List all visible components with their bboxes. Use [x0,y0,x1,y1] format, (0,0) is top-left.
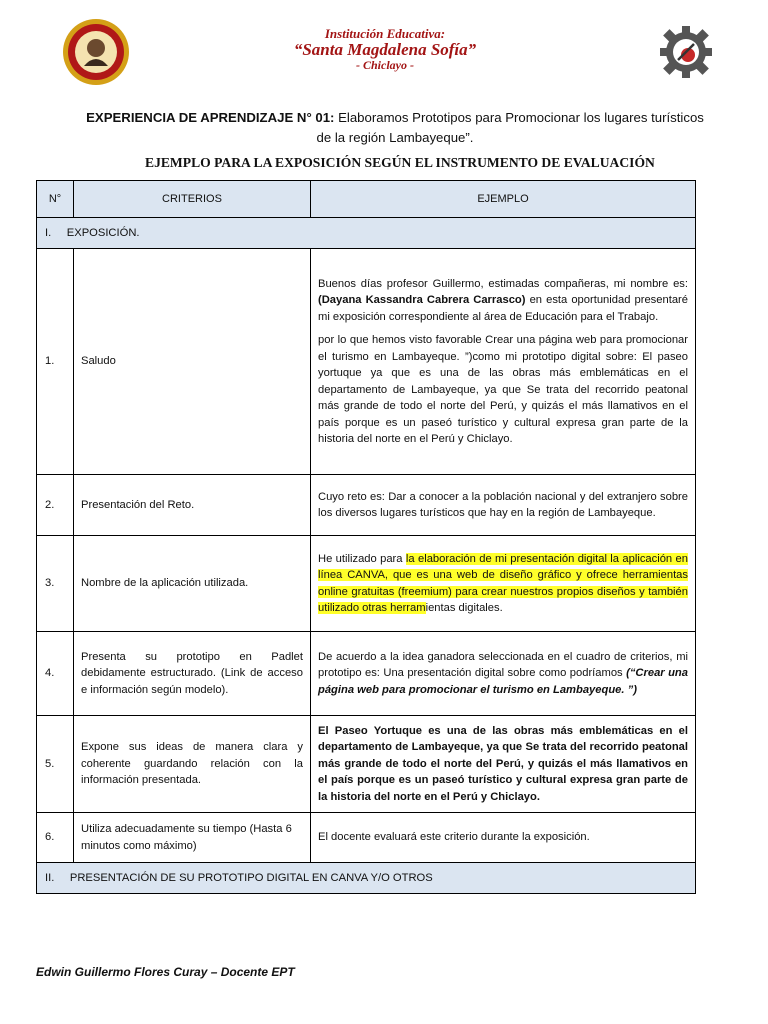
header-criterios: CRITERIOS [74,181,311,218]
section-number: II. [45,871,55,884]
evaluation-table [36,180,696,894]
section-row [37,863,696,894]
ejemplo-text: en esta oportunidad presentaré mi exposición correspondiente al área de Educación para el Trabajo. [318,294,688,323]
ejemplo-text: De acuerdo a la idea ganadora seleccionada en el cuadro de criterios, mi prototipo es: Una presentación digital sobre como podríamos [318,650,688,680]
row-number: 2. [37,475,74,536]
student-name: (Dayana Kassandra Cabrera Carrasco) [318,294,526,306]
gear-tools-icon [658,24,714,80]
row-number: 3. [37,536,74,632]
row-ejemplo [311,632,696,716]
row-ejemplo: El Paseo Yortuque es una de las obras más emblemáticas en el departamento de Lambayeque, ya que Se trata del recorrido peatonal más grande de todo el norte del Perú, y quizás el más llamativos en el país porque es un paseó turístico y cultural expresa gran parte de la historia del norte en el Perú y Chiclayo. [311,716,696,813]
ejemplo-text: He utilizado para [318,552,406,565]
experience-title: Elaboramos Prototipos para Promocionar los lugares turísticos de la región Lambayeque”. [316,110,704,145]
table-row [37,813,696,863]
header-number: N° [37,181,74,218]
section-number: I. [45,226,52,239]
header-ejemplo: EJEMPLO [311,181,696,218]
table-row [37,632,696,716]
school-crest-icon [62,18,130,86]
row-criterio: Nombre de la aplicación utilizada. [74,536,311,632]
row-ejemplo [311,249,696,475]
author-footer: Edwin Guillermo Flores Curay – Docente EPT [36,965,295,979]
section-label: EXPOSICIÓN. [66,226,140,239]
highlighted-text: la elaboración de mi presentación digital la aplicación en línea CANVA, que es una web de diseño gráfico y ofrece herramientas online gratuitas (freemium) para crear nuestros propios diseños y también utilizado otras herram [318,552,688,614]
row-number: 1. [37,249,74,475]
table-header-row [37,181,696,218]
experience-heading [80,108,710,148]
row-number: 4. [37,632,74,716]
table-row [37,716,696,813]
table-row [37,536,696,632]
row-ejemplo: Cuyo reto es: Dar a conocer a la población nacional y del extranjero sobre los diversos lugares turísticos que hay en la región de Lambayeque. [311,475,696,536]
row-ejemplo [311,536,696,632]
table-row [37,249,696,475]
section-label: PRESENTACIÓN DE SU PROTOTIPO DIGITAL EN CANVA Y/O OTROS [69,871,433,884]
ejemplo-text: Buenos días profesor Guillermo, estimadas compañeras, mi nombre es: [318,277,688,290]
institution-city: - Chiclayo - [356,58,414,72]
prototype-title: (“Crear una página web para promocionar el turismo en Lambayeque. ”) [318,667,688,696]
row-number: 5. [37,716,74,813]
row-criterio: Utiliza adecuadamente su tiempo (Hasta 6 minutos como máximo) [74,813,311,863]
ejemplo-text: ientas digitales. [425,602,503,614]
row-number: 6. [37,813,74,863]
row-criterio: Expone sus ideas de manera clara y coherente guardando relación con la información presentada. [74,716,311,813]
experience-label: EXPERIENCIA DE APRENDIZAJE N° 01: [86,110,335,125]
row-criterio: Presentación del Reto. [74,475,311,536]
institution-label: Institución Educativa: [324,26,446,41]
ejemplo-text: por lo que hemos visto favorable Crear una página web para promocionar el turismo en Lambayeque. ”)como mi prototipo digital sobre: El paseo yortuque ya que es una de las obras más emblemáticas en el departamento de Lambayeque, ya que Se trata del recorrido peatonal más grande de todo el norte del Perú, y quizás el más llamativos en el país porque es un paseó turístico y cultural expresa gran parte de la historia del norte en el Perú y Chiclayo. [318,334,688,445]
institution-name: “Santa Magdalena Sofía” [293,40,477,59]
table-row [37,475,696,536]
section-row [37,218,696,249]
row-ejemplo: El docente evaluará este criterio durante la exposición. [311,813,696,863]
document-title: EJEMPLO PARA LA EXPOSICIÓN SEGÚN EL INSTRUMENTO DE EVALUACIÓN [145,155,655,170]
row-criterio: Saludo [74,249,311,475]
row-criterio: Presenta su prototipo en Padlet debidamente estructurado. (Link de acceso e información según modelo). [74,632,311,716]
